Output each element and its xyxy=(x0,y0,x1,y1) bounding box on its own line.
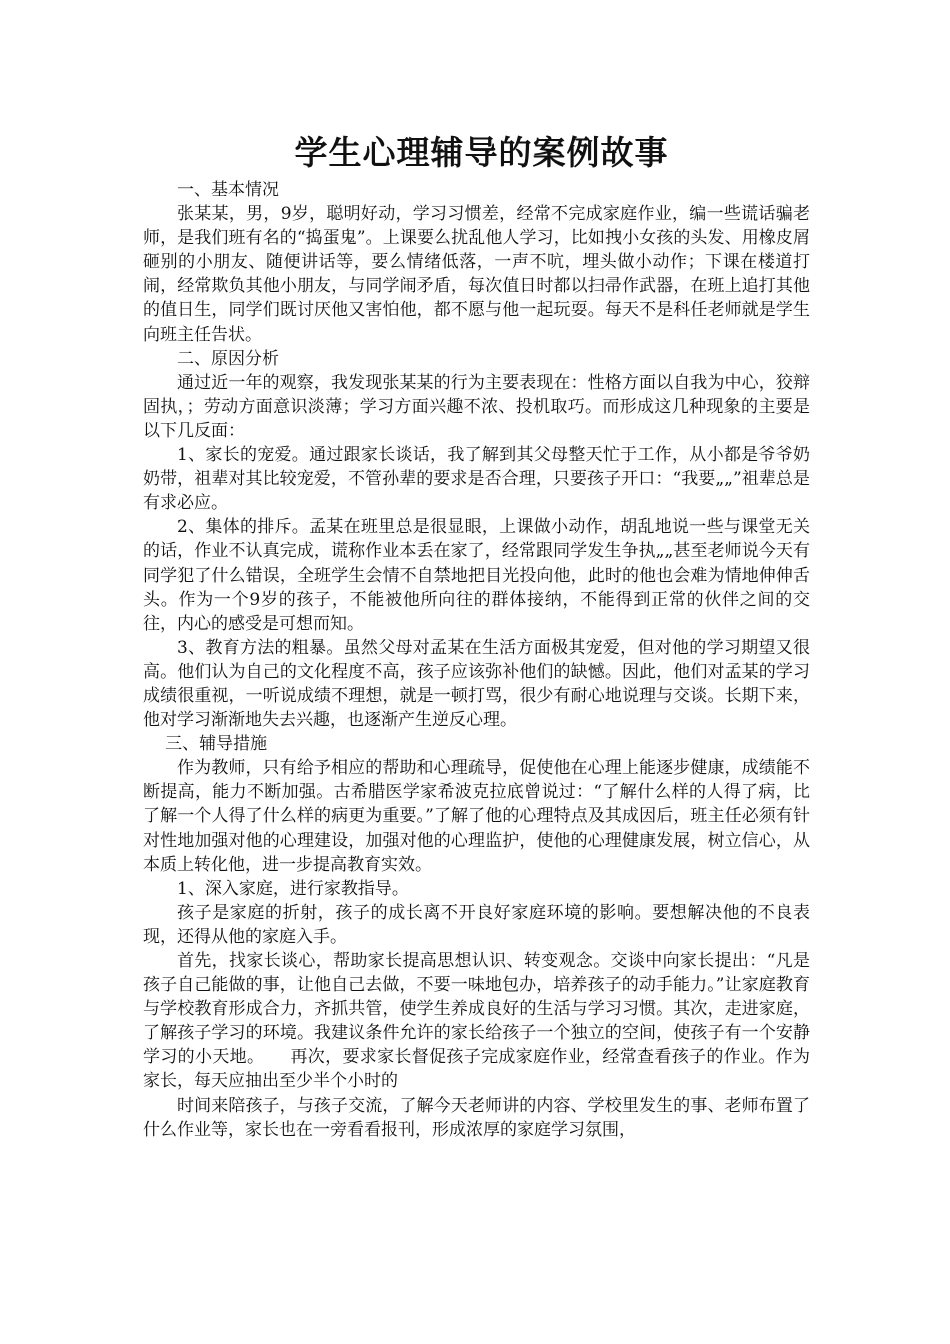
paragraph: 时间来陪孩子，与孩子交流，了解今天老师讲的内容、学校里发生的事、老师布置了什么作业等，家长也在一旁看看报刊，形成浓厚的家庭学习氛围， xyxy=(143,1095,810,1140)
paragraph: 2、集体的排斥。孟某在班里总是很显眼，上课做小动作，胡乱地说一些与课堂无关的话，作业不认真完成，谎称作业本丢在家了，经常跟同学发生争执„„甚至老师说今天有同学犯了什么错误，全班学生会情不自禁地把目光投向他，此时的他也会难为情地伸伸舌头。作为一个9岁的孩子，不能被他所向往的群体接纳，不能得到正常的伙伴之间的交往，内心的感受是可想而知。 xyxy=(143,517,810,634)
document-title: 学生心理辅导的案例故事 xyxy=(294,133,669,172)
paragraph: 通过近一年的观察，我发现张某某的行为主要表现在：性格方面以自我为中心，狡辩固执，；劳动方面意识淡薄；学习方面兴趣不浓、投机取巧。而形成这几种现象的主要是以下几反面： xyxy=(143,372,810,441)
document-body xyxy=(143,178,810,1142)
section-heading-cause-analysis: 二、原因分析 xyxy=(177,348,279,369)
paragraph: 首先，找家长谈心，帮助家长提高思想认识、转变观念。交谈中向家长提出：“凡是孩子自己能做的事，让他自己去做，不要一味地包办，培养孩子的动手能力。”让家庭教育与学校教育形成合力，齐抓共管，使学生养成良好的生活与学习习惯。其次，走进家庭，了解孩子学习的环境。我建议条件允许的家长给孩子一个独立的空间，使孩子有一个安静学习的小天地。 再次，要求家长督促孩子完成家庭作业，经常查看孩子的作业。作为家长，每天应抽出至少半个小时的 xyxy=(143,951,810,1092)
section-heading-counseling-measures: 三、辅导措施 xyxy=(165,734,268,755)
paragraph: 1、家长的宠爱。通过跟家长谈话，我了解到其父母整天忙于工作，从小都是爷爷奶奶带，祖辈对其比较宠爱，不管孙辈的要求是否合理，只要孩子开口：“我要„„”祖辈总是有求必应。 xyxy=(143,445,810,514)
paragraph: 3、教育方法的粗暴。虽然父母对孟某在生活方面极其宠爱，但对他的学习期望又很高。他们认为自己的文化程度不高，孩子应该弥补他们的缺憾。因此，他们对孟某的学习成绩很重视，一听说成绩不理想，就是一顿打骂，很少有耐心地说理与交谈。长期下来，他对学习渐渐地失去兴趣，也逐渐产生逆反心理。 xyxy=(143,637,810,731)
paragraph: 孩子是家庭的折射，孩子的成长离不开良好家庭环境的影响。要想解决他的不良表现，还得从他的家庭入手。 xyxy=(143,902,810,947)
paragraph: 作为教师，只有给予相应的帮助和心理疏导，促使他在心理上能逐步健康，成绩能不断提高，能力不断加强。古希腊医学家希波克拉底曾说过：“了解什么样的人得了病，比了解一个人得了什么样的病更为重要。”了解了他的心理特点及其成因后，班主任必须有针对性地加强对他的心理建设，加强对他的心理监护，使他的心理健康发展，树立信心，从本质上转化他，进一步提高教育实效。 xyxy=(143,758,810,875)
document-page xyxy=(143,128,810,1142)
subsection-heading: 1、深入家庭，进行家教指导。 xyxy=(177,878,409,899)
section-heading-basic-info: 一、基本情况 xyxy=(177,180,279,200)
paragraph: 张某某，男，9岁，聪明好动，学习习惯差，经常不完成家庭作业，编一些谎话骗老师，是我们班有名的“捣蛋鬼”。上课要么扰乱他人学习，比如拽小女孩的头发、用橡皮屑砸别的小朋友、随便讲话等，要么情绪低落，一声不吭，埋头做小动作；下课在楼道打闹，经常欺负其他小朋友，与同学闹矛盾，每次值日时都以扫帚作武器，在班上追打其他的值日生，同学们既讨厌他又害怕他，都不愿与他一起玩耍。每天不是科任老师就是学生向班主任告状。 xyxy=(143,204,810,345)
